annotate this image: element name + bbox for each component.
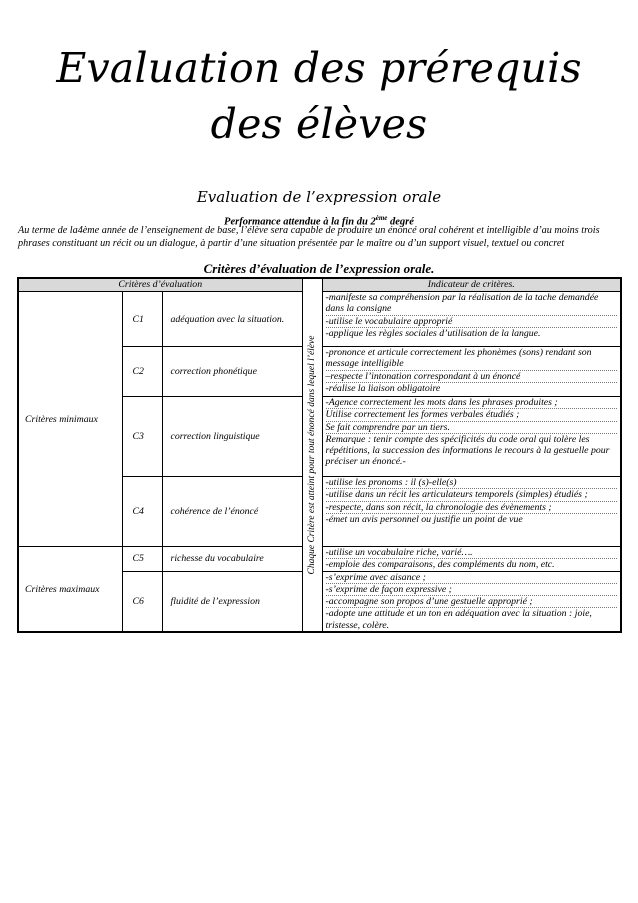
criterion-indicators bbox=[322, 477, 621, 547]
criterion-name: richesse du vocabulaire bbox=[162, 547, 302, 572]
criterion-code: C1 bbox=[122, 292, 162, 347]
header-criteria: Critères d’évaluation bbox=[18, 278, 302, 292]
indicator-line: Se fait comprendre par un tiers. bbox=[326, 422, 618, 434]
indicator-line: -manifeste sa compréhension par la réalisation de la tache demandée dans la consigne bbox=[326, 292, 618, 316]
indicator-line: -utilise dans un récit les articulateurs temporels (simples) étudiés ; bbox=[326, 489, 618, 501]
intro-paragraph: Au terme de la4ème année de l’enseignement de base, l’élève sera capable de produire un énoncé oral cohérent et intelligible d’au moins trois phrases constituant un récit ou un dialogue, à partir d’une situation présentée par le maître ou d’un support visuel, textuel ou concret bbox=[18, 225, 600, 249]
criterion-name: adéquation avec la situation. bbox=[162, 292, 302, 347]
table-header-row bbox=[18, 278, 621, 292]
criterion-name: cohérence de l’énoncé bbox=[162, 477, 302, 547]
criterion-name: correction linguistique bbox=[162, 397, 302, 477]
criterion-code: C3 bbox=[122, 397, 162, 477]
criterion-code: C4 bbox=[122, 477, 162, 547]
criterion-indicators bbox=[322, 397, 621, 477]
main-title-line2: des élèves bbox=[210, 100, 428, 148]
section-title: Critères d’évaluation de l’expression orale. bbox=[203, 261, 435, 276]
indicator-line: -prononce et articule correctement les phonèmes (sons) rendant son message intelligible bbox=[326, 347, 618, 371]
subtitle: Evaluation de l’expression orale bbox=[196, 188, 442, 206]
indicator-line: -accompagne son propos d’une gestuelle approprié ; bbox=[326, 596, 618, 608]
group-label-minimaux: Critères minimaux bbox=[18, 292, 122, 547]
indicator-line: -réalise la liaison obligatoire bbox=[325, 382, 441, 394]
indicator-line: -s’exprime de façon expressive ; bbox=[326, 584, 618, 596]
indicator-line: –respecte l’intonation correspondant à un énoncé bbox=[326, 371, 618, 383]
performance-suffix: degré bbox=[387, 216, 414, 228]
criterion-code: C5 bbox=[122, 547, 162, 572]
performance-prefix: Performance attendue à la fin du 2 bbox=[224, 216, 376, 228]
criterion-name: fluidité de l’expression bbox=[162, 571, 302, 632]
main-title bbox=[0, 40, 638, 152]
header-indicator: Indicateur de critères. bbox=[322, 278, 621, 292]
indicator-line: -applique les règles sociales d’utilisation de la langue. bbox=[325, 327, 541, 339]
indicator-line: Utilise correctement les formes verbales étudiés ; bbox=[326, 409, 618, 421]
main-title-line1: Evaluation des prérequis bbox=[56, 44, 582, 92]
indicator-line: -adopte une attitude et un ton en adéquation avec la situation : joie, tristesse, colère. bbox=[325, 608, 592, 631]
indicator-line: -utilise un vocabulaire riche, varié…. bbox=[326, 547, 618, 559]
indicator-line: -Agence correctement les mots dans les phrases produites ; bbox=[326, 397, 618, 409]
group-label-maximaux: Critères maximaux bbox=[18, 547, 122, 633]
performance-sup: ème bbox=[375, 214, 388, 222]
criterion-code: C6 bbox=[122, 571, 162, 632]
indicator-line: Remarque : tenir compte des spécificités du code oral qui tolère les répétitions, la succession des informations le recours à la gestuelle pour préciser un énoncé.- bbox=[325, 433, 610, 468]
criterion-name: correction phonétique bbox=[162, 347, 302, 397]
criterion-indicators bbox=[322, 571, 621, 632]
criterion-indicators bbox=[322, 347, 621, 397]
vertical-label-cell bbox=[302, 278, 322, 632]
indicator-line: -émet un avis personnel ou justifie un point de vue bbox=[325, 513, 523, 525]
criterion-code: C2 bbox=[122, 347, 162, 397]
indicator-line: -emploie des comparaisons, des compléments du nom, etc. bbox=[325, 559, 555, 571]
criterion-indicators bbox=[322, 292, 621, 347]
criteria-table bbox=[17, 277, 622, 633]
indicator-line: -s’exprime avec aisance ; bbox=[326, 572, 618, 584]
criterion-indicators bbox=[322, 547, 621, 572]
indicator-line: -utilise le vocabulaire approprié bbox=[326, 316, 618, 328]
indicator-line: -utilise les pronoms : il (s)-elle(s) bbox=[326, 477, 618, 489]
vertical-label: Chaque Critère est atteint pour tout énoncé dans lequel l’élève bbox=[307, 335, 317, 575]
indicator-line: -respecte, dans son récit, la chronologie des évènements ; bbox=[326, 502, 618, 514]
